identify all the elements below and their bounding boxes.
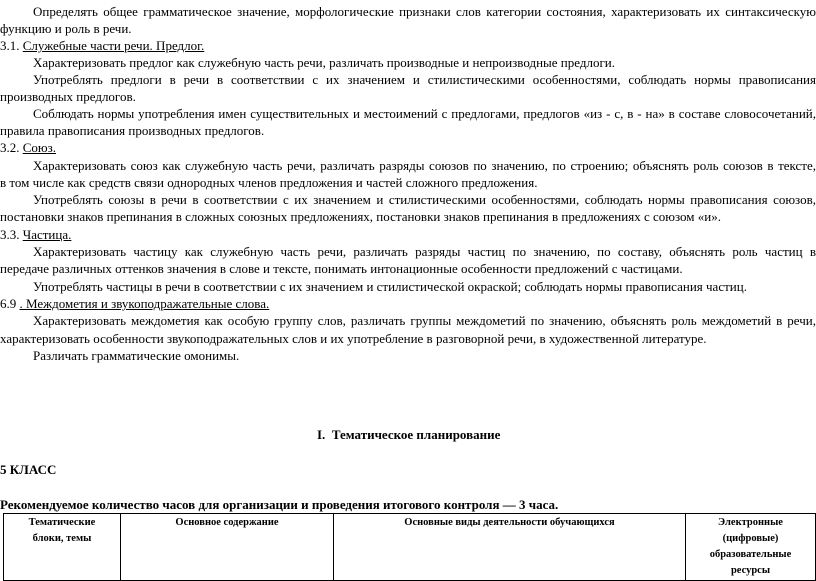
section-heading (0, 296, 269, 312)
paragraph-line: правила правописания производных предлогов. (0, 123, 265, 138)
paragraph-line: характеризовать особенности звукоподражательных слов и их употребление в разговорной речи, в художественной литературе. (0, 331, 707, 346)
recommendation-text: Рекомендуемое количество часов для организации и проведения итогового контроля — 3 часа. (0, 497, 559, 512)
paragraph-line: Характеризовать союз как служебную часть речи, различать разряды союзов по значению, по строению; объяснять роль союзов в тексте, (33, 158, 816, 173)
section-title: Частица. (22, 227, 72, 242)
grade-label: 5 КЛАСС (0, 462, 57, 477)
column-header-activities: Основные виды деятельности обучающихся (334, 514, 686, 581)
section-heading (0, 227, 71, 243)
paragraph-line: Различать грамматические омонимы. (33, 348, 240, 363)
section-heading (0, 140, 56, 156)
section-number: 3.3. (0, 227, 20, 242)
heading-title: Тематическое планирование (331, 427, 501, 442)
section-number: 3.1. (0, 38, 20, 53)
intro-line-1: Определять общее грамматическое значение, морфологические признаки слов категории состояния, характеризовать их синтаксическую (33, 4, 816, 19)
paragraph-line: производных предлогов. (0, 89, 136, 104)
paragraph-line: Употреблять частицы в речи в соответствии с их значением и стилистической окраской; соблюдать нормы правописания частиц. (33, 279, 747, 294)
paragraph-line: передаче различных оттенков значения в слове и тексте, понимать интонационные особенности предложений с частицами. (0, 261, 683, 276)
section-title: . Междометия и звукоподражательные слова. (19, 296, 270, 311)
table-header-row (4, 514, 816, 581)
paragraph-line: постановки знаков препинания в сложных союзных предложениях, постановки знаков препинания в предложениях с союзом «и». (0, 209, 721, 224)
page-title (317, 427, 500, 443)
heading-number: I. (317, 427, 326, 442)
section-title: Служебные части речи. Предлог. (22, 38, 205, 53)
paragraph-line: Употреблять предлоги в речи в соответствии с их значением и стилистическими особенностями, соблюдать нормы правописания (33, 72, 816, 87)
paragraph-line: Соблюдать нормы употребления имен существительных и местоимений с предлогами, предлогов «из - с, в - на» в составе словосочетаний, (33, 106, 816, 121)
intro-line-2: функцию и роль в речи. (0, 21, 132, 36)
column-header-content: Основное содержание (121, 514, 334, 581)
paragraph-line: Характеризовать предлог как служебную часть речи, различать производные и непроизводные предлоги. (33, 55, 615, 70)
paragraph-line: Употреблять союзы в речи в соответствии с их значением и стилистическими особенностями, соблюдать нормы правописания союзов, (33, 192, 816, 207)
column-header-resources: Электронные (цифровые) образовательные ресурсы (686, 514, 816, 581)
paragraph-line: Характеризовать междометия как особую группу слов, различать группы междометий по значению, объяснять роль междометий в речи, (33, 313, 816, 328)
section-heading (0, 38, 204, 54)
section-number: 3.2. (0, 140, 20, 155)
paragraph-line: Характеризовать частицу как служебную часть речи, различать разряды частиц по значению, по составу, объяснять роль частиц в (33, 244, 816, 259)
column-header-blocks: Тематические блоки, темы (4, 514, 121, 581)
planning-table (3, 513, 816, 581)
paragraph-line: в том числе как средств связи однородных членов предложения и частей сложного предложения. (0, 175, 538, 190)
section-number: 6.9 (0, 296, 17, 311)
section-title: Союз. (22, 140, 57, 155)
